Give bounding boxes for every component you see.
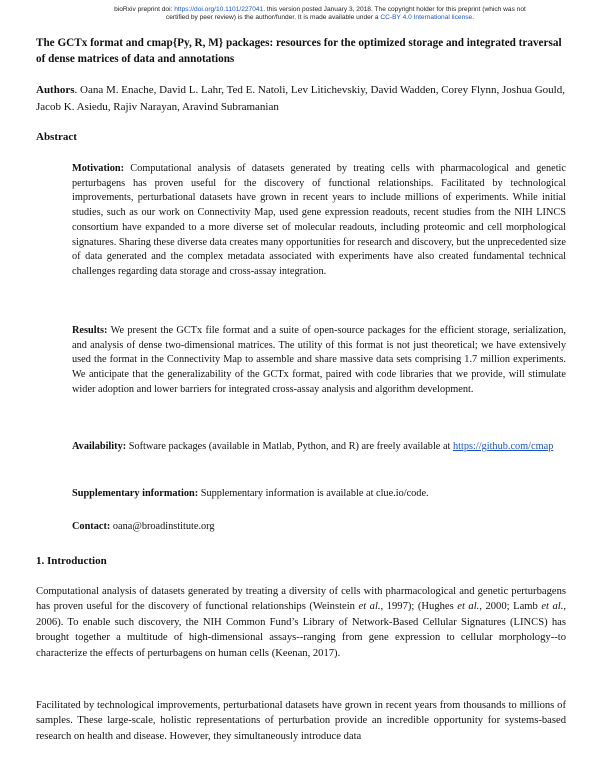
results-label: Results:	[72, 325, 108, 336]
intro-p1-etal-2: et al.	[457, 601, 480, 613]
preprint-header	[100, 6, 540, 22]
intro-p1-text-2: , 1997); (Hughes	[380, 601, 458, 613]
github-link[interactable]: https://github.com/cmap	[452, 441, 554, 452]
header-line-1	[100, 6, 540, 14]
intro-p1-text-1: Computational analysis of datasets generated by treating a diversity of cells with pharmacological and genetic perturbagens has proven useful for the discovery of functional relationships (Weinstein	[36, 586, 566, 613]
contact-label: Contact:	[72, 521, 111, 532]
introduction-heading: 1. Introduction	[36, 555, 107, 567]
intro-p1-etal-1: et al.	[358, 601, 381, 613]
contact-text: oana@broadinstitute.org	[110, 521, 215, 532]
results-text: We present the GCTx file format and a suite of open-source packages for the efficient storage, serialization, and analysis of dense two-dimensional matrices. The utility of this format is not just theoretical; we have extensively used the format in the Connectivity Map to assemble and share massive data sets comprising 1.7 million experiments. We anticipate that the generalizability of the GCTx format, paired with code libraries that we provide, will stimulate wider adoption and lower barriers for integrated cross-assay analysis and algorithm development.	[72, 325, 566, 395]
header-prefix-2: certified by peer review) is the author/funder. It is made available under a	[165, 14, 381, 21]
motivation-label: Motivation:	[72, 163, 125, 174]
header-prefix: bioRxiv preprint doi:	[114, 6, 175, 13]
author-names: . Oana M. Enache, David L. Lahr, Ted E. Natoli, Lev Litichevskiy, David Wadden, Corey Flynn, Joshua Gould, Jacob K. Asiedu, Rajiv Narayan, Aravind Subramanian	[36, 84, 565, 113]
abstract-results	[72, 324, 566, 398]
abstract-contact	[72, 520, 566, 535]
header-suffix-2: .	[472, 14, 475, 21]
availability-text: Software packages (available in Matlab, Python, and R) are freely available at	[126, 441, 453, 452]
introduction-paragraph-1	[36, 584, 566, 661]
introduction-paragraph-2: Facilitated by technological improvements, perturbational datasets have grown in recent years from thousands to millions of samples. These large-scale, holistic representations of perturbation provide an incredible opportunity for systems-based research on health and disease. However, they simultaneously introduce data	[36, 700, 566, 742]
intro-p1-text-4: , 2006). To enable such discovery, the NIH Common Fund’s Library of Network-Based Cellular Signatures (LINCS) has brought together a multitude of high-dimensional assays--ranging from gene expression to cellular morphology--to characterize the effects of perturbagens on human cells (Keenan, 2017).	[36, 601, 567, 659]
abstract-motivation	[72, 162, 566, 280]
header-line-2	[100, 14, 540, 22]
authors-label: Authors	[36, 84, 75, 96]
doi-link[interactable]: https://doi.org/10.1101/227041	[174, 6, 264, 13]
intro-p1-text-3: , 2000; Lamb	[479, 601, 542, 613]
author-list	[36, 82, 566, 116]
abstract-supplementary	[72, 487, 566, 502]
abstract-availability	[72, 440, 566, 455]
license-link[interactable]: CC-BY 4.0 International license	[380, 14, 473, 21]
supplementary-text: Supplementary information is available at clue.io/code.	[198, 488, 429, 499]
intro-p1-etal-3: et al.	[541, 601, 564, 613]
header-suffix: . this version posted January 3, 2018. The copyright holder for this preprint (which was not	[263, 6, 526, 13]
motivation-text: Computational analysis of datasets generated by treating cells with pharmacological and genetic perturbagens has proven useful for the discovery of functional relationships. Facilitated by technological improvements, perturbational datasets have grown in recent years to include millions of experiments. While initial studies, such as our work on Connectivity Map, used gene expression readouts, recent studies from the NIH LINCS consortium have expanded to a more diverse set of molecular readouts, including proteomic and cell morphological signatures. Sharing these diverse data creates many opportunities for research and discovery, but the unprecedented size of data generated and the complex metadata associated with experiments have also created fundamental technical challenges regarding data storage and cross-assay integration.	[72, 163, 566, 277]
availability-label: Availability:	[72, 441, 127, 452]
supplementary-label: Supplementary information:	[72, 488, 199, 499]
abstract-heading: Abstract	[36, 131, 77, 143]
paper-title: The GCTx format and cmap{Py, R, M} packages: resources for the optimized storage and integrated traversal of dense matrices of data and annotations	[36, 37, 562, 65]
